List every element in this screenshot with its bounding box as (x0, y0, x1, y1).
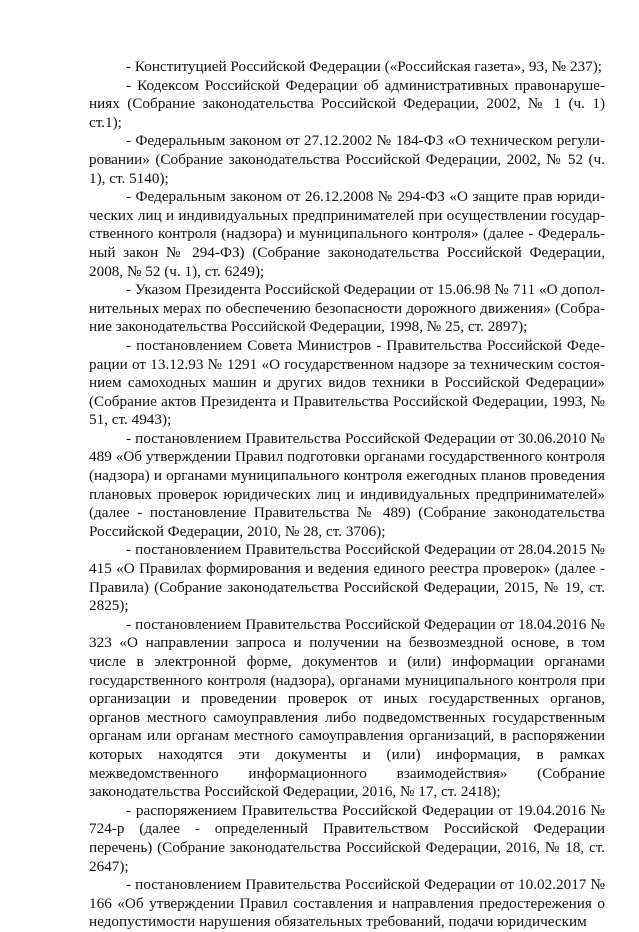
paragraph-order-724r: - распоряжением Правительства Российской Федерации от 19.04.2016 № 724-р (далее - определенный Правительством Российской Федерации перечень) (Собрание законодательства Российской Федерации, 2016, № 18, ст. 2647); (89, 801, 605, 875)
document-body (89, 58, 605, 932)
paragraph-resolution-166: - постановлением Правительства Российской Федерации от 10.02.2017 № 166 «Об утверждении Правил составления и направления предостережения о недопустимости нарушения обязательных требований, подачи юридическим (89, 876, 605, 931)
paragraph-constitution: - Конституцией Российской Федерации («Российская газета», 93, № 237); (126, 58, 603, 75)
paragraph-resolution-323: - постановлением Правительства Российской Федерации от 18.04.2016 № 323 «О направлении запроса и получении на безвозмездной основе, в том числе в электронной форме, документов и (или) информации органами государственного контроля (надзора), органами муниципального контроля при организации и проведении проверок от иных государственных органов, органов местного самоуправления либо подведомственных государственным органам или органам местного самоуправления организаций, в распоряжении которых находятся эти документы и (или) информация, в рамках межведомственного информационного взаимодействия» (Собрание законодательства Российской Федерации, 2016, № 17, ст. 2418); (89, 615, 605, 801)
paragraph-decree-711: - Указом Президента Российской Федерации от 15.06.98 № 711 «О дополнительных мерах по обеспечению безопасности дорожного движения» (Собрание законодательства Российской Федерации, 1998, № 25, ст. 2897); (89, 281, 605, 336)
paragraph-law-184: - Федеральным законом от 27.12.2002 № 184-ФЗ «О техническом регулировании» (Собрание законодательства Российской Федерации, 2002, № 52 (ч. 1), ст. 5140); (89, 132, 605, 187)
paragraph-admin-code: - Кодексом Российской Федерации об административных правонарушениях (Собрание законодательства Российской Федерации, 2002, № 1 (ч. 1) ст.1); (89, 76, 605, 131)
paragraph-resolution-415: - постановлением Правительства Российской Федерации от 28.04.2015 № 415 «О Правилах формирования и ведения единого реестра проверок» (далее - Правила) (Собрание законодательства Российской Федерации, 2015, № 19, ст. 2825); (89, 541, 605, 615)
paragraph-law-294: - Федеральным законом от 26.12.2008 № 294-ФЗ «О защите прав юридических лиц и индивидуальных предпринимателей при осуществлении государственного контроля (надзора) и муниципального контроля» (далее - Федеральный закон № 294-ФЗ) (Собрание законодательства Российской Федерации, 2008, № 52 (ч. 1), ст. 6249); (89, 188, 605, 280)
paragraph-resolution-1291: - постановлением Совета Министров - Правительства Российской Федерации от 13.12.93 № 1291 «О государственном надзоре за техническим состоянием самоходных машин и других видов техники в Российской Федерации» (Собрание актов Президента и Правительства Российской Федерации, 1993, № 51, ст. 4943); (89, 336, 605, 429)
paragraph-resolution-489: - постановлением Правительства Российской Федерации от 30.06.2010 № 489 «Об утверждении Правил подготовки органами государственного контроля (надзора) и органами муниципального контроля ежегодных планов проведения плановых проверок юридических лиц и индивидуальных предпринимателей» (далее - постановление Правительства № 489) (Собрание законодательства Российской Федерации, 2010, № 28, ст. 3706); (89, 429, 605, 540)
